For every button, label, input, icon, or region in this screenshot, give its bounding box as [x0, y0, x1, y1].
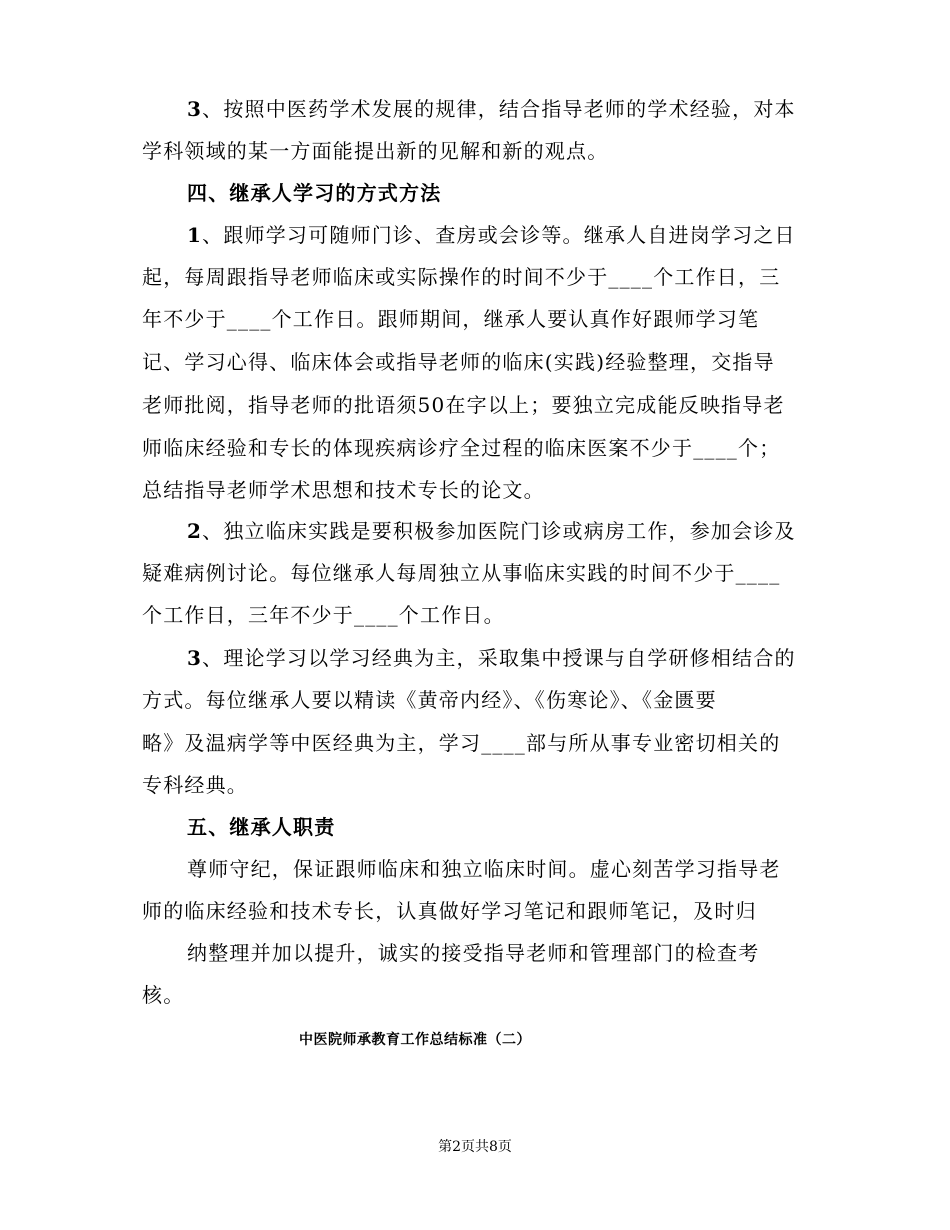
- section-heading-4: 四、继承人学习的方式方法: [187, 181, 442, 205]
- method-3-line-3: 略》及温病学等中医经典为主，学习____部与所从事专业密切相关的: [142, 731, 781, 755]
- method-2-line-3: 个工作日，三年不少于____个工作日。: [142, 603, 505, 627]
- method-1-line-6: 师临床经验和专长的体现疾病诊疗全过程的临床医案不少于____个；: [142, 436, 781, 460]
- method-3-line-2: 方式。每位继承人要以精读《黄帝内经》、《伤寒论》、《金匮要: [142, 688, 717, 712]
- paragraph-3-line-1: 3、按照中医药学术发展的规律，结合指导老师的学术经验，对本: [187, 97, 796, 121]
- page-number-footer: 第2页共8页: [438, 1139, 512, 1155]
- method-1-line-5: 老师批阅，指导老师的批语须50在字以上；要独立完成能反映指导老: [142, 393, 785, 417]
- method-2-line-2: 疑难病例讨论。每位继承人每周独立从事临床实践的时间不少于____: [142, 561, 781, 585]
- method-1-line-2: 起，每周跟指导老师临床或实际操作的时间不少于____个工作日，三: [142, 265, 781, 289]
- method-2-line-1: 2、独立临床实践是要积极参加医院门诊或病房工作，参加会诊及: [187, 519, 796, 543]
- item-number: 3: [187, 646, 203, 670]
- method-3-line-1: 3、理论学习以学习经典为主，采取集中授课与自学研修相结合的: [187, 646, 796, 670]
- method-1-line-3: 年不少于____个工作日。跟师期间，继承人要认真作好跟师学习笔: [142, 307, 760, 331]
- method-1-line-4: 记、学习心得、临床体会或指导老师的临床(实践)经验整理，交指导: [142, 350, 775, 374]
- item-number: 1: [187, 223, 203, 247]
- item-number: 3: [187, 97, 203, 121]
- method-3-line-4: 专科经典。: [142, 773, 248, 797]
- next-section-title: 中医院师承教育工作总结标准（二）: [299, 1032, 531, 1048]
- item-number: 2: [187, 519, 203, 543]
- duty-line-2: 师的临床经验和技术专长，认真做好学习笔记和跟师笔记，及时归: [142, 899, 757, 923]
- duty-line-3: 纳整理并加以提升，诚实的接受指导老师和管理部门的检查考: [187, 941, 760, 965]
- method-1-line-1: 1、跟师学习可随师门诊、查房或会诊等。继承人自进岗学习之日: [187, 223, 796, 247]
- duty-line-1: 尊师守纪，保证跟师临床和独立临床时间。虚心刻苦学习指导老: [187, 857, 781, 881]
- duty-line-4: 核。: [142, 983, 185, 1007]
- section-heading-5: 五、继承人职责: [187, 815, 336, 839]
- method-1-line-7: 总结指导老师学术思想和技术专长的论文。: [142, 478, 545, 502]
- paragraph-3-line-2: 学科领域的某一方面能提出新的见解和新的观点。: [142, 139, 609, 163]
